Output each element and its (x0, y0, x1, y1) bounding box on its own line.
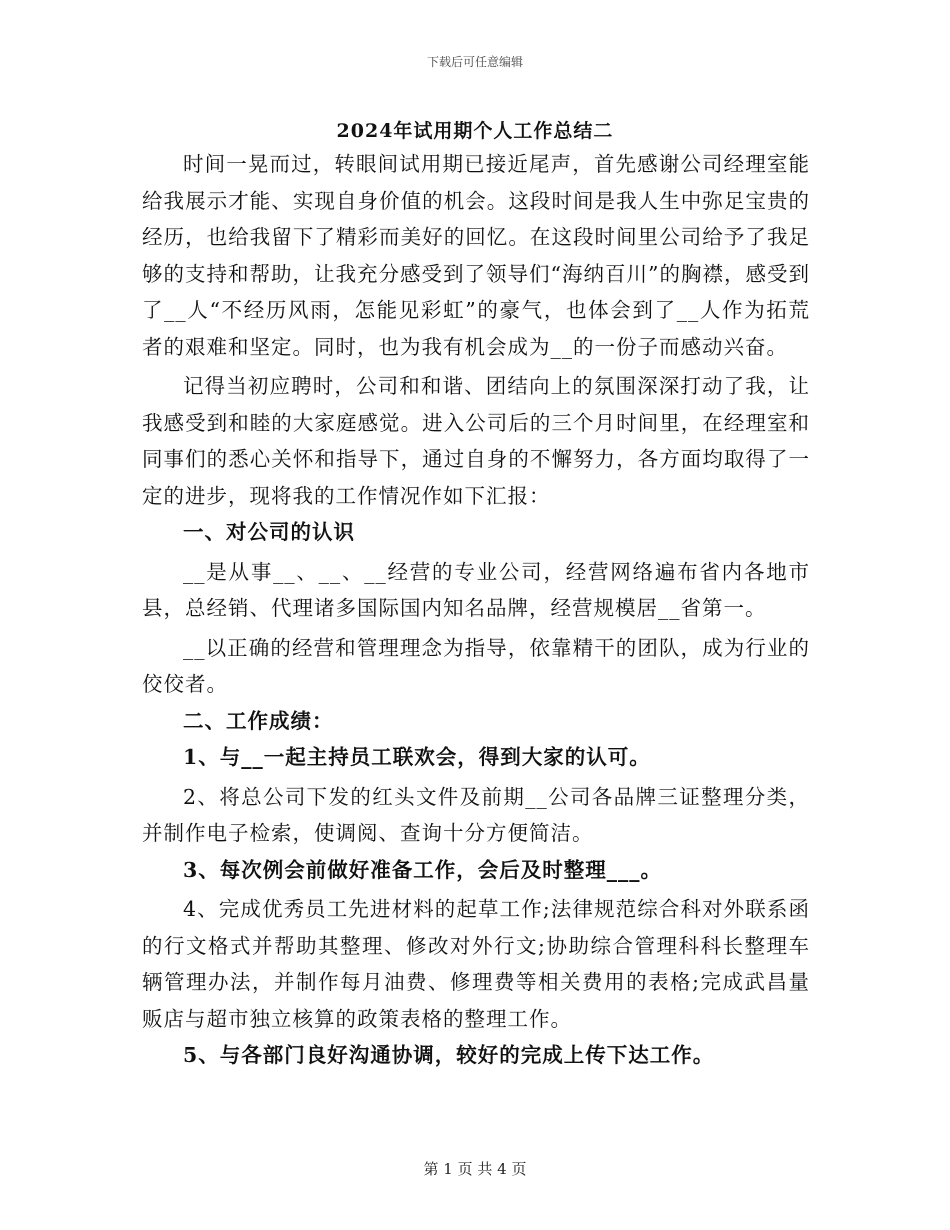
paragraph-intro: 时间一晃而过，转眼间试用期已接近尾声，首先感谢公司经理室能给我展示才能、实现自身价值的机会。这段时间是我人生中弥足宝贵的经历，也给我留下了精彩而美好的回忆。在这段时间里公司给予了我足够的支持和帮助，让我充分感受到了领导们“海纳百川”的胸襟，感受到了__人“不经历风雨，怎能见彩虹”的豪气，也体会到了__人作为拓荒者的艰难和坚定。同时，也为我有机会成为__的一份子而感动兴奋。 (142, 152, 810, 359)
document-title: 2024年试用期个人工作总结二 (336, 120, 614, 142)
page-header: 下载后可任意编辑 (426, 55, 523, 69)
section-heading-company: 一、对公司的认识 (183, 520, 355, 544)
section-heading-achievements: 二、工作成绩： (183, 708, 334, 733)
achievement-item-5: 5、与各部门良好沟通协调，较好的完成上传下达工作。 (183, 1043, 715, 1067)
paragraph-recall: 记得当初应聘时，公司和和谐、团结向上的氛围深深打动了我，让我感受到和睦的大家庭感觉。进入公司后的三个月时间里，在经理室和同事们的悉心关怀和指导下，通过自身的不懈努力，各方面均取得了一定的进步，现将我的工作情况作如下汇报： (142, 374, 810, 508)
document-body (142, 146, 810, 1074)
achievement-item-4: 4、完成优秀员工先进材料的起草工作;法律规范综合科对外联系函的行文格式并帮助其整理、修改对外行文;协助综合管理科科长整理车辆管理办法，并制作每月油费、修理费等相关费用的表格;完成武昌量贩店与超市独立核算的政策表格的整理工作。 (142, 897, 810, 1031)
achievement-item-3: 3、每次例会前做好准备工作，会后及时整理___。 (183, 857, 663, 882)
page-footer: 第 1 页 共 4 页 (423, 1160, 527, 1178)
paragraph-company-2: __以正确的经营和管理理念为指导，依靠精干的团队，成为行业的佼佼者。 (142, 635, 810, 696)
paragraph-company-1: __是从事__、__、__经营的专业公司，经营网络遍布省内各地市县，总经销、代理诸多国际国内知名品牌，经营规模居__省第一。 (142, 559, 810, 620)
achievement-item-1: 1、与__一起主持员工联欢会，得到大家的认可。 (183, 745, 651, 769)
achievement-item-2: 2、将总公司下发的红头文件及前期__公司各品牌三证整理分类，并制作电子检索，使调阅、查询十分方便简洁。 (142, 784, 810, 845)
